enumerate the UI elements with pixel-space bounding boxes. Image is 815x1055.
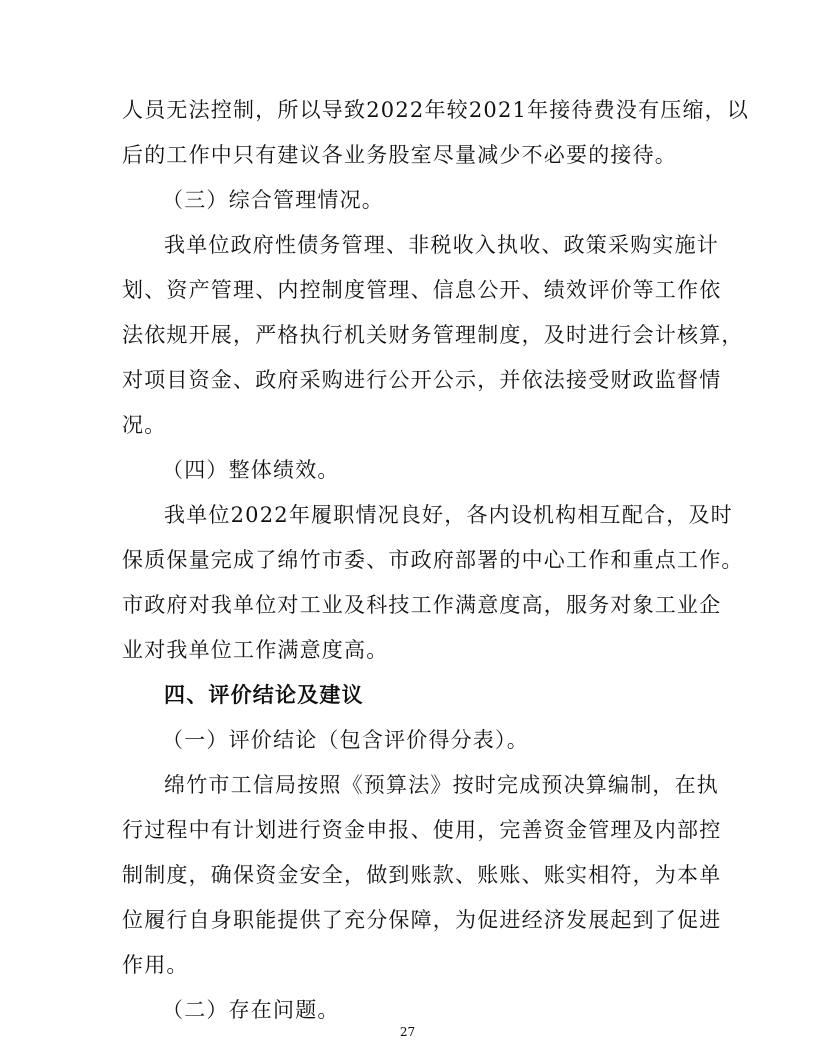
paragraph-line: 我单位政府性债务管理、非税收入执收、政策采购实施计 xyxy=(164,233,719,257)
section-subheading: （三）综合管理情况。 xyxy=(162,188,384,212)
paragraph-line: 对项目资金、政府采购进行公开公示，并依法接受财政监督情 xyxy=(122,368,722,392)
paragraph-line: 市政府对我单位对工业及科技工作满意度高，服务对象工业企 xyxy=(122,593,722,617)
paragraph-line: 作用。 xyxy=(122,953,189,977)
paragraph-line: 划、资产管理、内控制度管理、信息公开、绩效评价等工作依 xyxy=(122,278,722,302)
paragraph-line: 况。 xyxy=(122,413,167,437)
paragraph-line: 业对我单位工作满意度高。 xyxy=(122,638,389,662)
paragraph-line: 保质保量完成了绵竹市委、市政府部署的中心工作和重点工作。 xyxy=(122,548,744,572)
section-heading: 四、评价结论及建议 xyxy=(164,683,364,707)
paragraph-line: 绵竹市工信局按照《预算法》按时完成预决算编制，在执 xyxy=(164,773,719,797)
paragraph-line: 法依规开展，严格执行机关财务管理制度，及时进行会计核算， xyxy=(122,323,744,347)
paragraph-line: 位履行自身职能提供了充分保障，为促进经济发展起到了促进 xyxy=(122,908,722,932)
paragraph-line: 制制度，确保资金安全，做到账款、账账、账实相符，为本单 xyxy=(122,863,722,887)
paragraph-line: 我单位2022年履职情况良好，各内设机构相互配合，及时 xyxy=(164,503,733,527)
paragraph-line: 人员无法控制，所以导致2022年较2021年接待费没有压缩，以 xyxy=(122,98,750,122)
section-subheading: （一）评价结论（包含评价得分表）。 xyxy=(162,728,529,752)
section-subheading: （二）存在问题。 xyxy=(162,998,340,1022)
paragraph-line: 后的工作中只有建议各业务股室尽量减少不必要的接待。 xyxy=(122,143,677,167)
section-subheading: （四）整体绩效。 xyxy=(162,458,340,482)
page-number: 27 xyxy=(399,1025,416,1039)
paragraph-line: 行过程中有计划进行资金申报、使用，完善资金管理及内部控 xyxy=(122,818,722,842)
